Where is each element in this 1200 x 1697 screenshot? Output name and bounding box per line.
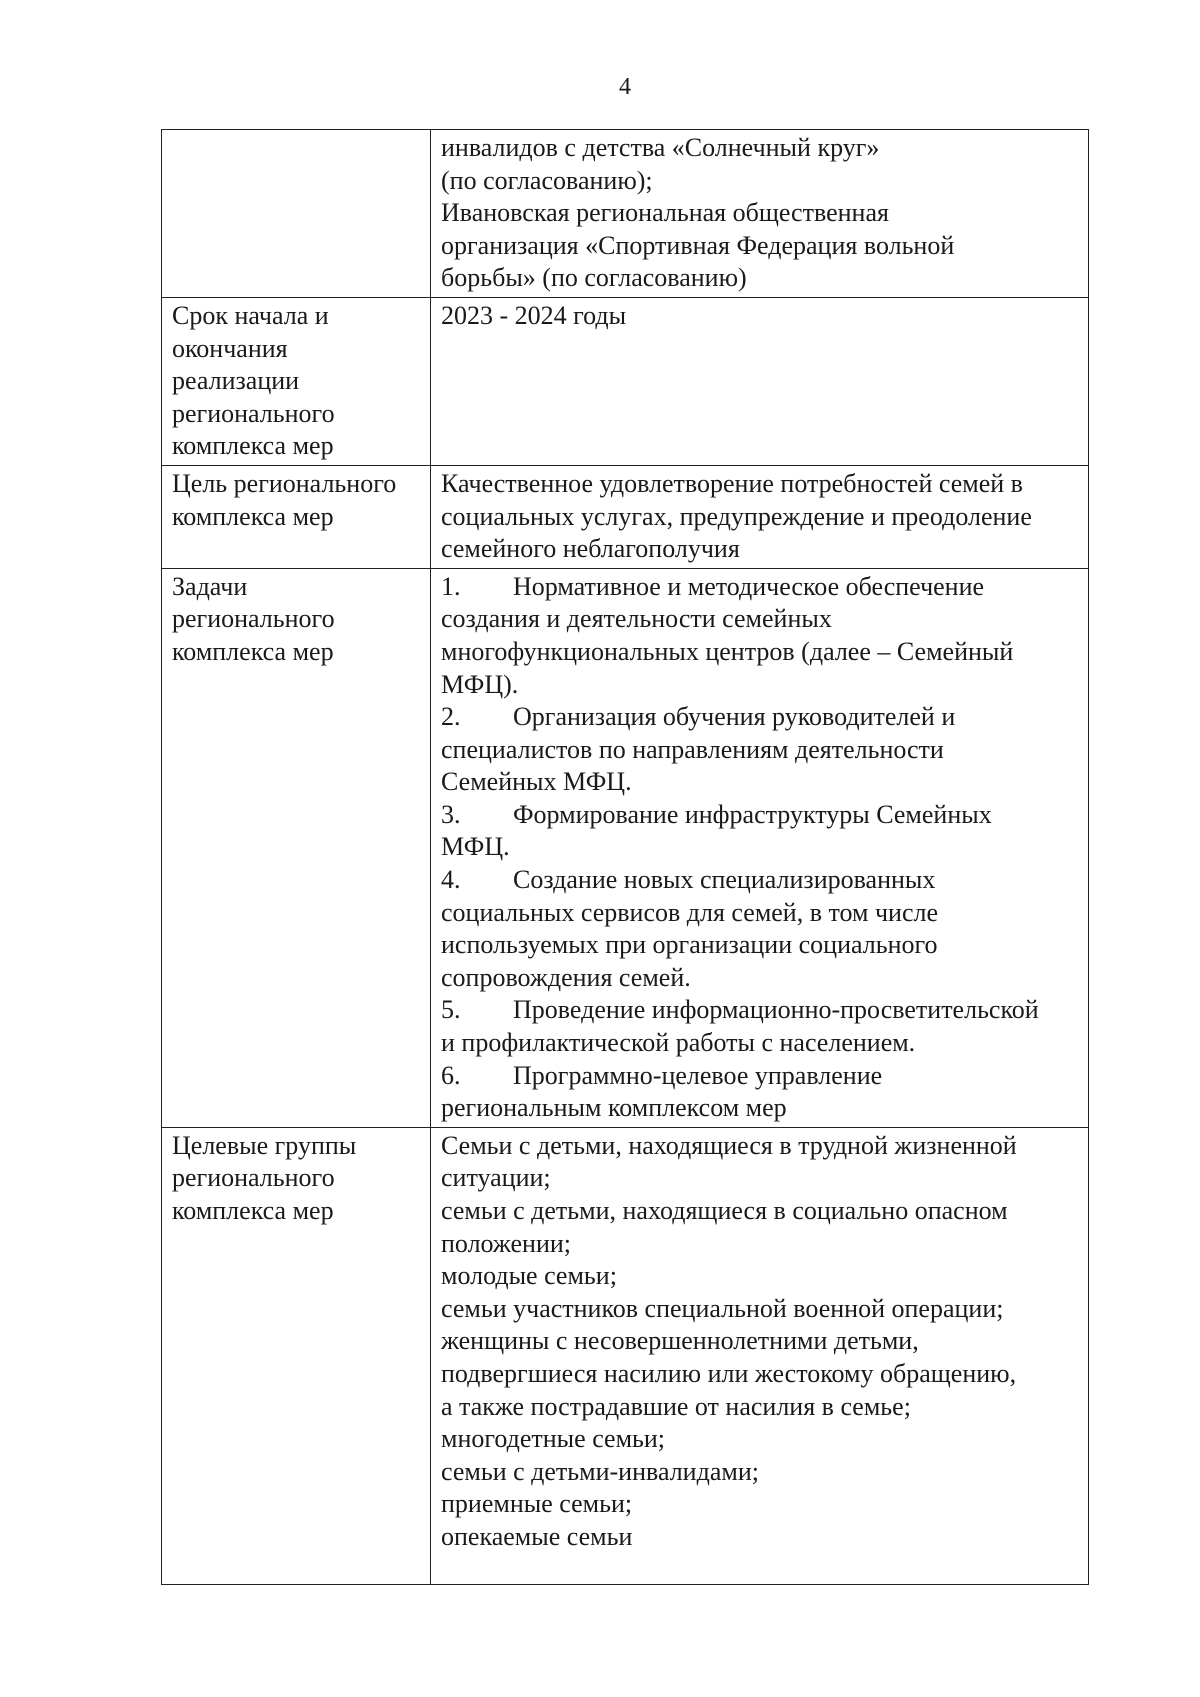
value-line: семейного неблагополучия	[441, 534, 740, 564]
goal-value-cell	[431, 465, 1089, 568]
label-line: реализации	[172, 366, 300, 396]
table-row	[162, 130, 1089, 298]
label-line: комплекса мер	[172, 431, 334, 461]
label-line: Задачи	[172, 571, 248, 601]
value-line: организация «Спортивная Федерация вольной	[441, 230, 955, 260]
task-text: социальных сервисов для семей, в том числе	[441, 897, 939, 927]
task-number: 1.	[441, 571, 461, 601]
value-line: (по согласованию);	[441, 165, 653, 195]
value-line: а также пострадавшие от насилия в семье;	[441, 1391, 911, 1421]
task-text: Семейных МФЦ.	[441, 767, 632, 797]
label-line: Цель регионального	[172, 468, 397, 498]
task-item	[441, 994, 1078, 1027]
task-text: Проведение информационно-просветительской	[513, 995, 1039, 1025]
value-line: семьи участников специальной военной операции;	[441, 1293, 1004, 1323]
value-line: опекаемые семьи	[441, 1521, 633, 1551]
table-row	[162, 297, 1089, 465]
passport-table	[161, 129, 1089, 1585]
task-item	[441, 571, 1078, 604]
period-label-cell	[162, 297, 431, 465]
target-groups-value-cell	[431, 1127, 1089, 1584]
task-text: используемых при организации социального	[441, 930, 938, 960]
label-line: регионального	[172, 398, 335, 428]
value-line: многодетные семьи;	[441, 1424, 666, 1454]
task-number: 6.	[441, 1060, 461, 1090]
table-row	[162, 568, 1089, 1127]
label-line: регионального	[172, 604, 335, 634]
label-line: комплекса мер	[172, 636, 334, 666]
value-line: социальных услугах, предупреждение и преодоление	[441, 501, 1032, 531]
tasks-value-cell	[431, 568, 1089, 1127]
label-line: окончания	[172, 333, 288, 363]
task-text: и профилактической работы с населением.	[441, 1028, 916, 1058]
value-line: инвалидов с детства «Солнечный круг»	[441, 133, 880, 162]
value-line: положении;	[441, 1228, 572, 1258]
label-line: регионального	[172, 1163, 335, 1193]
task-number: 4.	[441, 865, 461, 895]
page-number: 4	[619, 74, 631, 100]
task-text: создания и деятельности семейных	[441, 604, 832, 634]
task-text: МФЦ).	[441, 669, 519, 699]
table-row	[162, 465, 1089, 568]
task-text: МФЦ.	[441, 832, 510, 862]
period-value-cell	[431, 297, 1089, 465]
tasks-label-cell	[162, 568, 431, 1127]
value-line: подвергшиеся насилию или жестокому обращению,	[441, 1358, 1017, 1388]
label-line: комплекса мер	[172, 501, 334, 531]
task-number: 2.	[441, 702, 461, 732]
table-row	[162, 1127, 1089, 1584]
task-item	[441, 701, 1078, 734]
task-text: специалистов по направлениям деятельности	[441, 734, 944, 764]
label-line: Целевые группы	[172, 1130, 357, 1160]
value-line: приемные семьи;	[441, 1489, 633, 1519]
task-text: региональным комплексом мер	[441, 1093, 787, 1123]
task-text: многофункциональных центров (далее – Семейный	[441, 636, 1014, 666]
task-number: 5.	[441, 995, 461, 1025]
value-line: семьи с детьми, находящиеся в социально опасном	[441, 1196, 1008, 1225]
task-text: Организация обучения руководителей и	[513, 702, 956, 732]
task-text: Программно-целевое управление	[513, 1060, 883, 1090]
executors-continuation-cell	[431, 130, 1089, 298]
value-line: ситуации;	[441, 1163, 551, 1193]
task-text: Нормативное и методическое обеспечение	[513, 571, 985, 601]
task-item	[441, 799, 1078, 832]
task-item	[441, 1060, 1078, 1093]
value-line: 2023 - 2024 годы	[441, 300, 627, 330]
value-line: Семьи с детьми, находящиеся в трудной жизненной	[441, 1130, 1017, 1160]
row-label-cell	[162, 130, 431, 298]
target-groups-label-cell	[162, 1127, 431, 1584]
task-text: Формирование инфраструктуры Семейных	[513, 799, 992, 829]
goal-label-cell	[162, 465, 431, 568]
value-line: женщины с несовершеннолетними детьми,	[441, 1326, 919, 1356]
task-item	[441, 864, 1078, 897]
task-number: 3.	[441, 799, 461, 829]
value-line: семьи с детьми-инвалидами;	[441, 1456, 759, 1486]
label-line: комплекса мер	[172, 1196, 334, 1225]
value-line: молодые семьи;	[441, 1261, 617, 1291]
value-line: борьбы» (по согласованию)	[441, 263, 747, 293]
task-text: сопровождения семей.	[441, 962, 691, 992]
label-line: Срок начала и	[172, 300, 329, 330]
value-line: Качественное удовлетворение потребностей семей в	[441, 468, 1023, 498]
task-text: Создание новых специализированных	[513, 865, 936, 895]
value-line: Ивановская региональная общественная	[441, 198, 889, 228]
